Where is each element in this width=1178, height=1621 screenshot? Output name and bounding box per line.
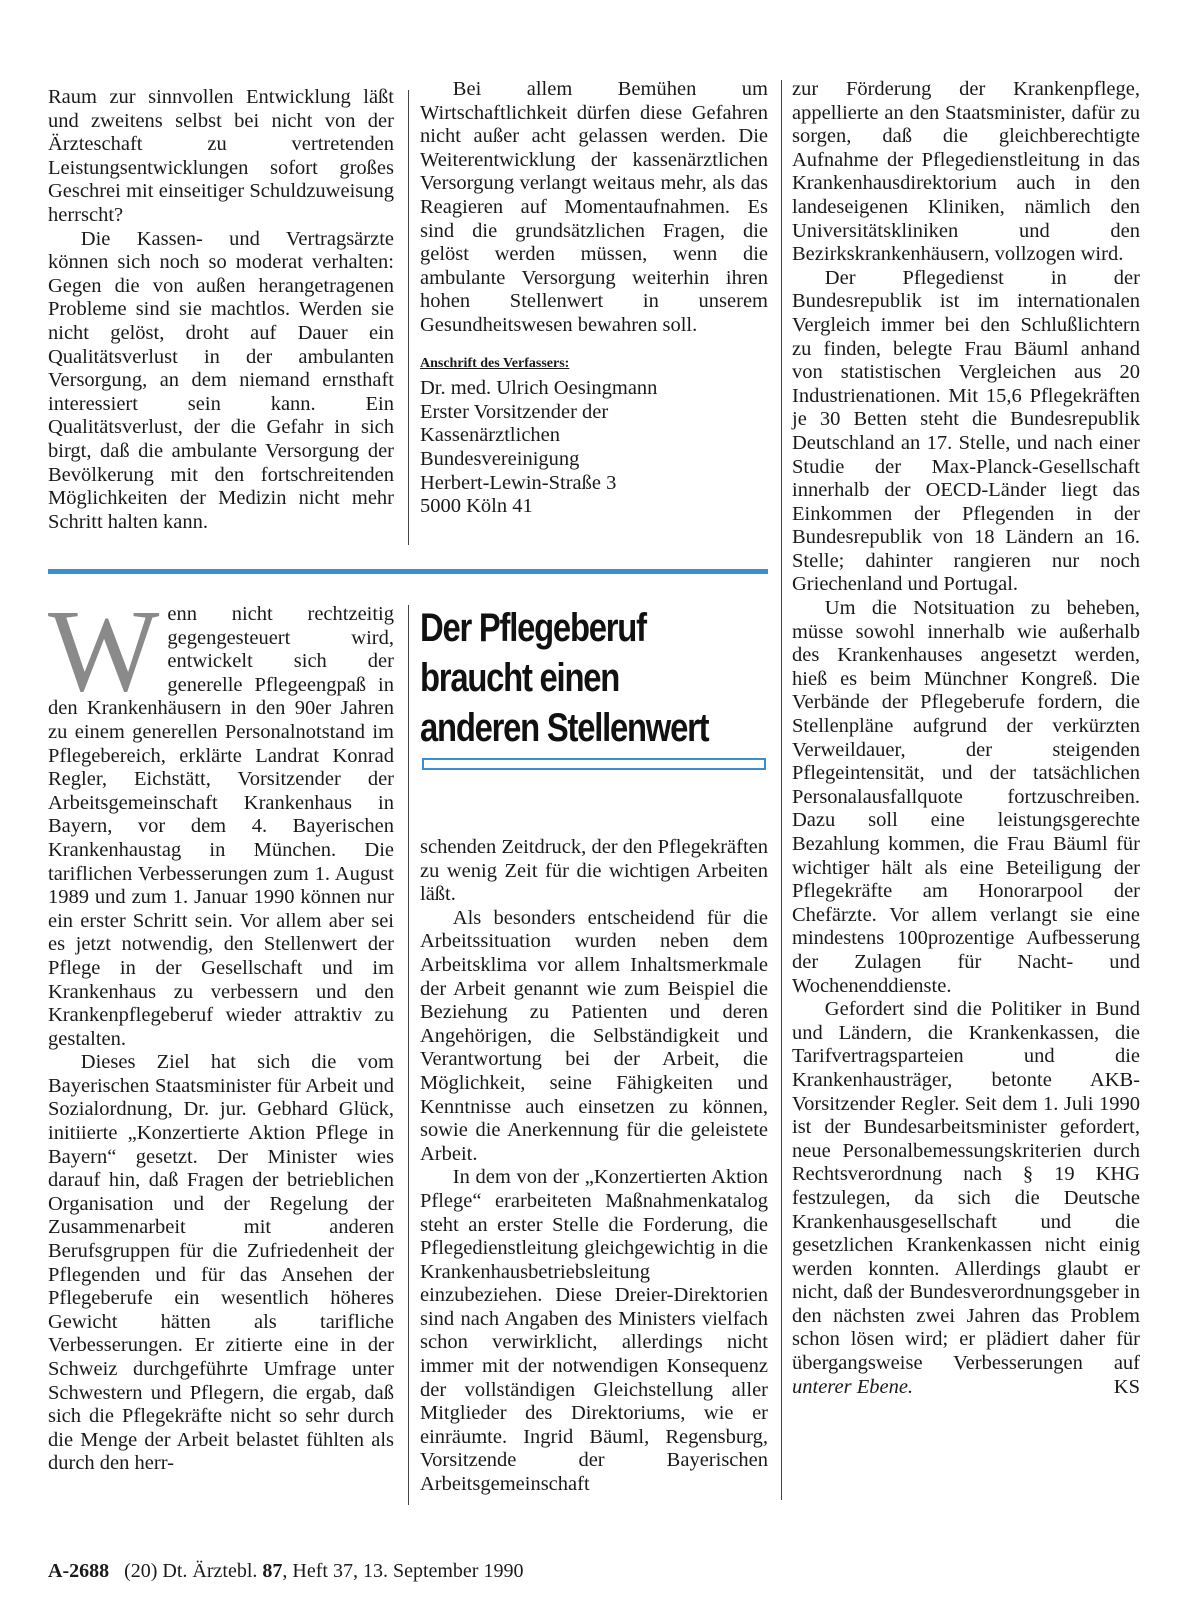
headline-line: Der Pflegeberuf xyxy=(420,606,646,650)
volume-number: 87 xyxy=(262,1560,283,1582)
column-divider xyxy=(408,90,409,545)
paragraph xyxy=(48,585,394,1051)
address-line: Dr. med. Ulrich Oesingmann xyxy=(420,377,658,400)
address-line: Bundesvereinigung xyxy=(420,447,580,470)
paragraph xyxy=(792,998,1140,1399)
paragraph: Dieses Ziel hat sich die vom Bayerischen Staatsminister für Arbeit und Sozialordnung, Dr. jur. Gebhard Glück, initiierte „Konzertierte Aktion Pflege in Bayern“ gesetzt. Der Minister wies darauf hin, daß Fragen der betrieblichen Organisation und der Regelung der Zusammenarbeit mit anderen Berufsgruppen für die Zufriedenheit der Pflegenden und für das Ansehen der Pflegeberufe ein wesentlich höheres Gewicht hätten als tarifliche Verbesserungen. Er zitierte eine in der Schweiz durchgeführte Umfrage unter Schwestern und Pflegern, die ergab, daß sich die Pflegekräfte nicht so sehr durch die Menge der Arbeit belastet fühlten als durch den herr- xyxy=(48,1051,394,1475)
address-line: Herbert-Lewin-Straße 3 xyxy=(420,471,617,494)
paragraph: In dem von der „Konzertierten Aktion Pflege“ erarbeiteten Maßnahmenkatalog steht an erster Stelle die Forderung, die Pflegedienstleitung gleichgewichtig in die Krankenhausbetriebsleitung einzubeziehen. Diese Dreier-Direktorien sind nach Angaben des Ministers vielfach schon verwirklicht, allerdings nicht immer mit der notwendigen Konsequenz der vollständigen Gleichstellung aller Mitglieder des Direktoriums, wie er einräumte. Ingrid Bäuml, Regensburg, Vorsitzende der Bayerischen Arbeitsgemeinschaft xyxy=(420,1166,768,1496)
article-column-1-bottom xyxy=(48,585,394,1476)
journal-ref: (20) Dt. Ärztebl. xyxy=(124,1560,258,1582)
paragraph-text: Gefordert sind die Politiker in Bund und Ländern, die Krankenkassen, die Tarifvertragsparteien und die Krankenhausträger, betonte AKB-Vorsitzender Regler. Seit dem 1. Juli 1990 ist der Bundesarbeitsminister gefordert, neue Personalbemessungskriterien durch Rechtsverordnung nach § 19 KHG festzulegen, da sich die Deutsche Krankenhausgesellschaft und die gesetzlichen Krankenkassen nicht einig werden konnten. Allerdings glaubt er nicht, daß der Bundesverordnungsgeber in den nächsten zwei Jahren das Problem schon lösen wird; er plädiert daher für übergangsweise Verbesserungen auf xyxy=(792,998,1140,1375)
paragraph: zur Förderung der Krankenpflege, appellierte an den Staatsminister, dafür zu sorgen, daß die gleichberechtigte Aufnahme der Pflegedienstleitung in das Krankenhausdirektorium auch in den landeseigenen Kliniken, nämlich den Universitätskliniken und den Bezirkskrankenhäusern, vollzogen wird. xyxy=(792,78,1140,266)
address-line: Kassenärztlichen xyxy=(420,424,561,447)
drop-cap: W xyxy=(48,585,160,716)
page-footer xyxy=(48,1560,523,1583)
paragraph: Als besonders entscheidend für die Arbeitssituation wurden neben dem Arbeitsklima vor allem Inhaltsmerkmale der Arbeit genannt wie zum Beispiel die Beziehung zu Patienten und deren Angehörigen, die Selbständigkeit und Verantwortung bei der Arbeit, die Möglichkeit, seine Fähigkeiten und Kenntnisse auch einsetzen zu können, sowie die Anerkennung für die geleistete Arbeit. xyxy=(420,906,768,1165)
headline-line: anderen Stellenwert xyxy=(420,706,709,750)
article-headline xyxy=(420,603,768,753)
paragraph: Bei allem Bemühen um Wirtschaftlichkeit dürfen diese Gefahren nicht außer acht gelassen werden. Die Weiterentwicklung der kassenärztlichen Versorgung verlangt weitaus mehr, als das Reagieren auf Momentaufnahmen. Es sind die grundsätzlichen Fragen, die gelöst werden müssen, wenn die ambulante Versorgung weiterhin ihren hohen Stellenwert in unserem Gesundheitswesen bewahren soll. xyxy=(420,78,768,336)
issue-date: , Heft 37, 13. September 1990 xyxy=(282,1560,524,1582)
article-column-2-bottom xyxy=(420,836,768,1497)
paragraph: Die Kassen- und Vertragsärzte können sich noch so moderat verhalten: Gegen die von außen herangetragenen Probleme sind sie machtlos. Werden sie nicht gelöst, droht auf Dauer ein Qualitätsverlust in der ambulanten Versorgung, an dem niemand ernsthaft interessiert sein kann. Ein Qualitätsverlust, der die Gefahr in sich birgt, daß die ambulante Versorgung der Bevölkerung mit den fortschreitenden Möglichkeiten der Medizin nicht mehr Schritt halten kann. xyxy=(48,227,394,533)
address-line: 5000 Köln 41 xyxy=(420,495,533,518)
address-line: Erster Vorsitzender der xyxy=(420,400,609,423)
paragraph: Der Pflegedienst in der Bundesrepublik ist im internationalen Vergleich immer bei den Schlußlichtern zu finden, belegte Frau Bäuml anhand von statistischen Vergleichen aus 20 Industrienationen. Mit 15,6 Pflegekräften je 30 Betten steht die Bundesrepublik Deutschland an 17. Stelle, und nach einer Studie der Max-Planck-Gesellschaft innerhalb der OECD-Länder liegt das Einkommen der Pflegenden in der Bundesrepublik von 18 Ländern an 16. Stelle; dahinter rangieren nur noch Griechenland und Portugal. xyxy=(792,266,1140,596)
paragraph: Raum zur sinnvollen Entwicklung läßt und zweitens selbst bei nicht von der Ärzteschaft zu vertretenden Leistungsentwicklungen sofort großes Geschrei mit einseitiger Schuldzuweisung herrscht? xyxy=(48,86,394,226)
column-divider xyxy=(781,80,782,1500)
article-column-3 xyxy=(792,78,1140,1399)
paragraph: Um die Notsituation zu beheben, müsse sowohl innerhalb wie außerhalb des Krankenhauses angesetzt werden, hieß es beim Münchner Kongreß. Die Verbände der Pflegeberufe fordern, die Stellenpläne aufgrund der verkürzten Verweildauer, der steigenden Pflegeintensität, und der tatsächlichen Personalausfallquote fortzuschreiben. Dazu soll eine leistungsgerechte Bezahlung kommen, die Frau Bäuml für wichtiger hält als eine Beteiligung der Pflegekräfte am Honorarpool der Chefärzte. Vor allem verlangt sie eine mindestens 100prozentige Aufbesserung der Zulagen für Nacht- und Wochenenddienste. xyxy=(792,597,1140,997)
paragraph-text: enn nicht rechtzeitig gegengesteuert wird, entwickelt sich der generelle Pflegeengpaß in den Krankenhäusern in den 90er Jahren zu einem generellen Personalnotstand im Pflegebereich, erklärte Landrat Konrad Regler, Eichstätt, Vorsitzender der Arbeitsgemeinschaft Krankenhaus in Bayern, vor dem 4. Bayerischen Krankenhaustag in München. Die tariflichen Verbesserungen zum 1. August 1989 und zum 1. Januar 1990 können nur ein erster Schritt sein. Vor allem aber sei es jetzt notwendig, den Stellenwert der Pflege in der Gesellschaft und im Krankenhaus zu verbessern und den Krankenpflegeberuf wieder attraktiv zu gestalten. xyxy=(48,603,394,1050)
article-column-1-top xyxy=(48,86,394,534)
headline-line: braucht einen xyxy=(420,656,620,700)
headline-decoration-box xyxy=(422,758,766,770)
paragraph: schenden Zeitdruck, der den Pflegekräften zu wenig Zeit für die wichtigen Arbeiten läßt. xyxy=(420,836,768,906)
address-label: Anschrift des Verfassers: xyxy=(420,355,570,371)
page-code: A-2688 xyxy=(48,1560,110,1582)
italic-text: unterer Ebene. xyxy=(792,1375,914,1398)
article-column-2-top xyxy=(420,78,768,519)
section-divider xyxy=(48,569,768,574)
author-signature: KS xyxy=(1113,1375,1140,1398)
column-divider xyxy=(408,605,409,1505)
